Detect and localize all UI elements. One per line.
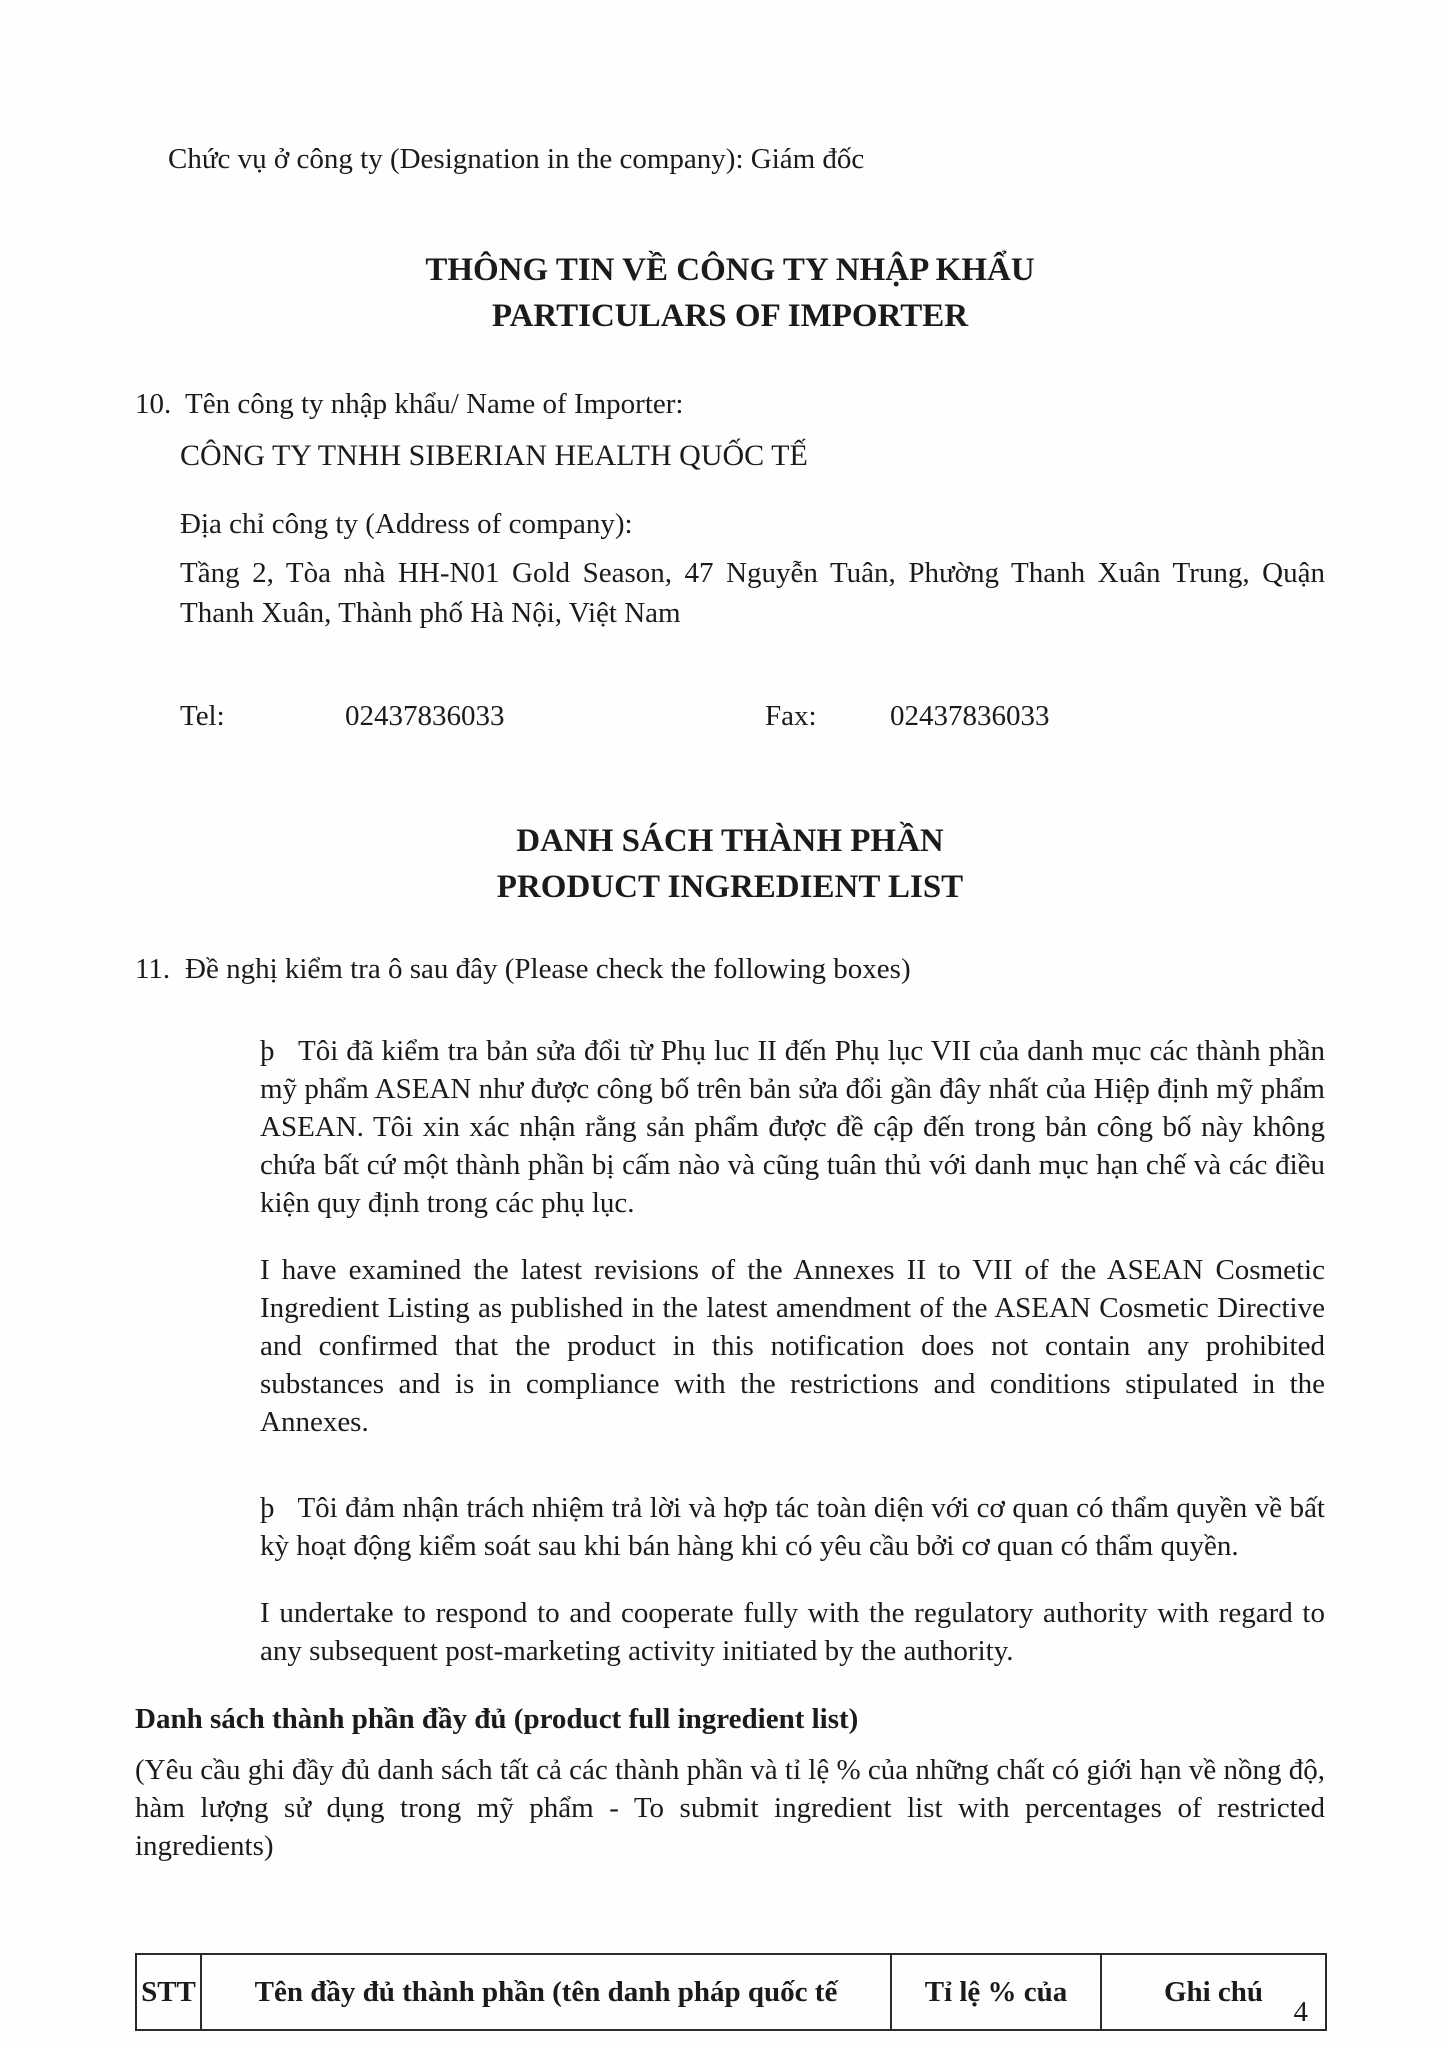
fax-label: Fax:	[765, 700, 817, 732]
importer-heading-english: PARTICULARS OF IMPORTER	[491, 298, 969, 334]
declaration-1-vietnamese-text: Tôi đã kiểm tra bản sửa đổi từ Phụ luc II đến Phụ lục VII của danh mục các thành phần mỹ phẩm ASEAN như được công bố trên bản sửa đổi gần đây nhất của Hiệp định mỹ phẩm ASEAN. Tôi xin xác nhận rằng sản phẩm được đề cập đến trong bản công bố này không chứa bất cứ một thành phần bị cấm nào và cũng tuân thủ với danh mục hạn chế và các điều kiện quy định trong các phụ lục.	[260, 1035, 1325, 1219]
declaration-2-vietnamese	[260, 1489, 1325, 1565]
checked-checkbox-icon: þ	[260, 1035, 275, 1067]
ingredient-table	[135, 1953, 1327, 2031]
declaration-2-vietnamese-text: Tôi đảm nhận trách nhiệm trả lời và hợp tác toàn diện với cơ quan có thẩm quyền về bất kỳ hoạt động kiểm soát sau khi bán hàng khi có yêu cầu bởi cơ quan có thẩm quyền.	[260, 1492, 1325, 1562]
checked-checkbox-icon: þ	[260, 1492, 275, 1524]
importer-section-heading	[135, 247, 1325, 339]
tel-label: Tel:	[180, 700, 225, 732]
full-ingredient-list-heading: Danh sách thành phần đầy đủ (product full ingredient list)	[135, 1703, 859, 1735]
item-10-row	[135, 385, 1325, 423]
tel-value: 02437836033	[345, 700, 505, 732]
designation-line: Chức vụ ở công ty (Designation in the company): Giám đốc	[168, 143, 865, 175]
importer-company-name: CÔNG TY TNHH SIBERIAN HEALTH QUỐC TẾ	[180, 439, 808, 472]
company-address-value: Tầng 2, Tòa nhà HH-N01 Gold Season, 47 Nguyễn Tuân, Phường Thanh Xuân Trung, Quận Thanh Xuân, Thành phố Hà Nội, Việt Nam	[180, 557, 1325, 629]
item-11-number: 11.	[135, 953, 171, 985]
fax-value: 02437836033	[890, 700, 1050, 732]
declaration-2-english: I undertake to respond to and cooperate fully with the regulatory authority with regard to any subsequent post-marketing activity initiated by the authority.	[260, 1597, 1325, 1667]
importer-heading-vietnamese: THÔNG TIN VỀ CÔNG TY NHẬP KHẨU	[425, 252, 1035, 288]
ingredient-section-heading	[135, 818, 1325, 910]
table-header-percentage: Tỉ lệ % của	[891, 1954, 1101, 2030]
ingredient-heading-vietnamese: DANH SÁCH THÀNH PHẦN	[516, 823, 944, 859]
declaration-1-vietnamese	[260, 1032, 1325, 1222]
check-boxes-instruction: Đề nghị kiểm tra ô sau đây (Please check the following boxes)	[185, 953, 911, 985]
item-10-number: 10.	[135, 388, 172, 420]
tel-fax-row	[180, 697, 1325, 735]
page-number: 4	[1293, 1996, 1308, 2028]
full-ingredient-list-note: (Yêu cầu ghi đầy đủ danh sách tất cả các thành phần và tỉ lệ % của những chất có giới hạn về nồng độ, hàm lượng sử dụng trong mỹ phẩm - To submit ingredient list with percentages of restricted ingredients)	[135, 1754, 1325, 1862]
ingredient-heading-english: PRODUCT INGREDIENT LIST	[496, 869, 964, 905]
ingredient-table-header-row	[136, 1954, 1326, 2030]
company-address-label: Địa chỉ công ty (Address of company):	[180, 508, 633, 540]
table-header-ingredient-name: Tên đầy đủ thành phần (tên danh pháp quốc tế	[201, 1954, 891, 2030]
importer-name-label: Tên công ty nhập khẩu/ Name of Importer:	[185, 388, 684, 420]
declaration-1-english: I have examined the latest revisions of the Annexes II to VII of the ASEAN Cosmetic Ingredient Listing as published in the latest amendment of the ASEAN Cosmetic Directive and confirmed that the product in this notification does not contain any prohibited substances and is in compliance with the restrictions and conditions stipulated in the Annexes.	[260, 1254, 1325, 1438]
table-header-stt: STT	[136, 1954, 201, 2030]
table-header-note: Ghi chú	[1101, 1954, 1326, 2030]
item-11-row	[135, 950, 1325, 988]
